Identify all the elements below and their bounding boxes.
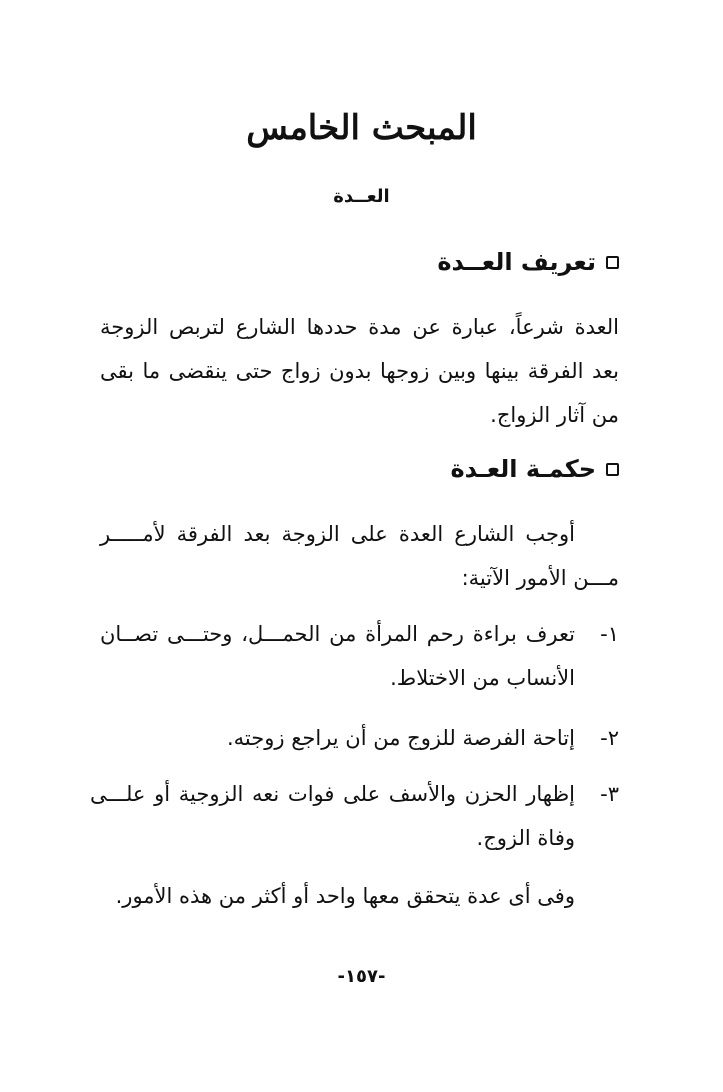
heading-wisdom-label: حكمـة العـدة [450,455,596,483]
list-item-number: ٢- [600,726,619,750]
closing-paragraph: وفى أى عدة يتحقق معها واحد أو أكثر من هذه الأمور. [115,884,575,908]
heading-wisdom [451,455,619,483]
heading-definition-label: تعريف العــدة [437,248,596,276]
list-item [100,612,619,700]
square-bullet-icon [606,256,619,269]
list-item-number: ٣- [600,782,619,806]
list-item-text: إتاحة الفرصة للزوج من أن يراجع زوجته. [227,726,575,750]
section-subtitle: العــدة [333,186,390,207]
definition-paragraph: العدة شرعاً، عبارة عن مدة حددها الشارع لتربص الزوجة بعد الفرقة بينها وبين زوجها بدون زواج حتى ينقضى ما بقى من آثار الزواج. [100,315,619,427]
heading-definition [437,248,619,276]
list-item-text: تعرف براءة رحم المرأة من الحمـــل، وحتـــى تصــان الأنساب من الاختلاط. [100,622,575,690]
list-item [100,716,619,760]
chapter-title: المبحث الخامس [246,108,477,148]
list-item [90,772,619,860]
wisdom-paragraph: أوجب الشارع العدة على الزوجة بعد الفرقة لأمـــــر مـــن الأمور الآتية: [100,522,619,590]
page-number: -١٥٧- [337,966,386,987]
square-bullet-icon [606,463,619,476]
list-item-number: ١- [600,622,619,646]
list-item-text: إظهار الحزن والأسف على فوات نعه الزوجية أو علـــى وفاة الزوج. [90,782,575,850]
